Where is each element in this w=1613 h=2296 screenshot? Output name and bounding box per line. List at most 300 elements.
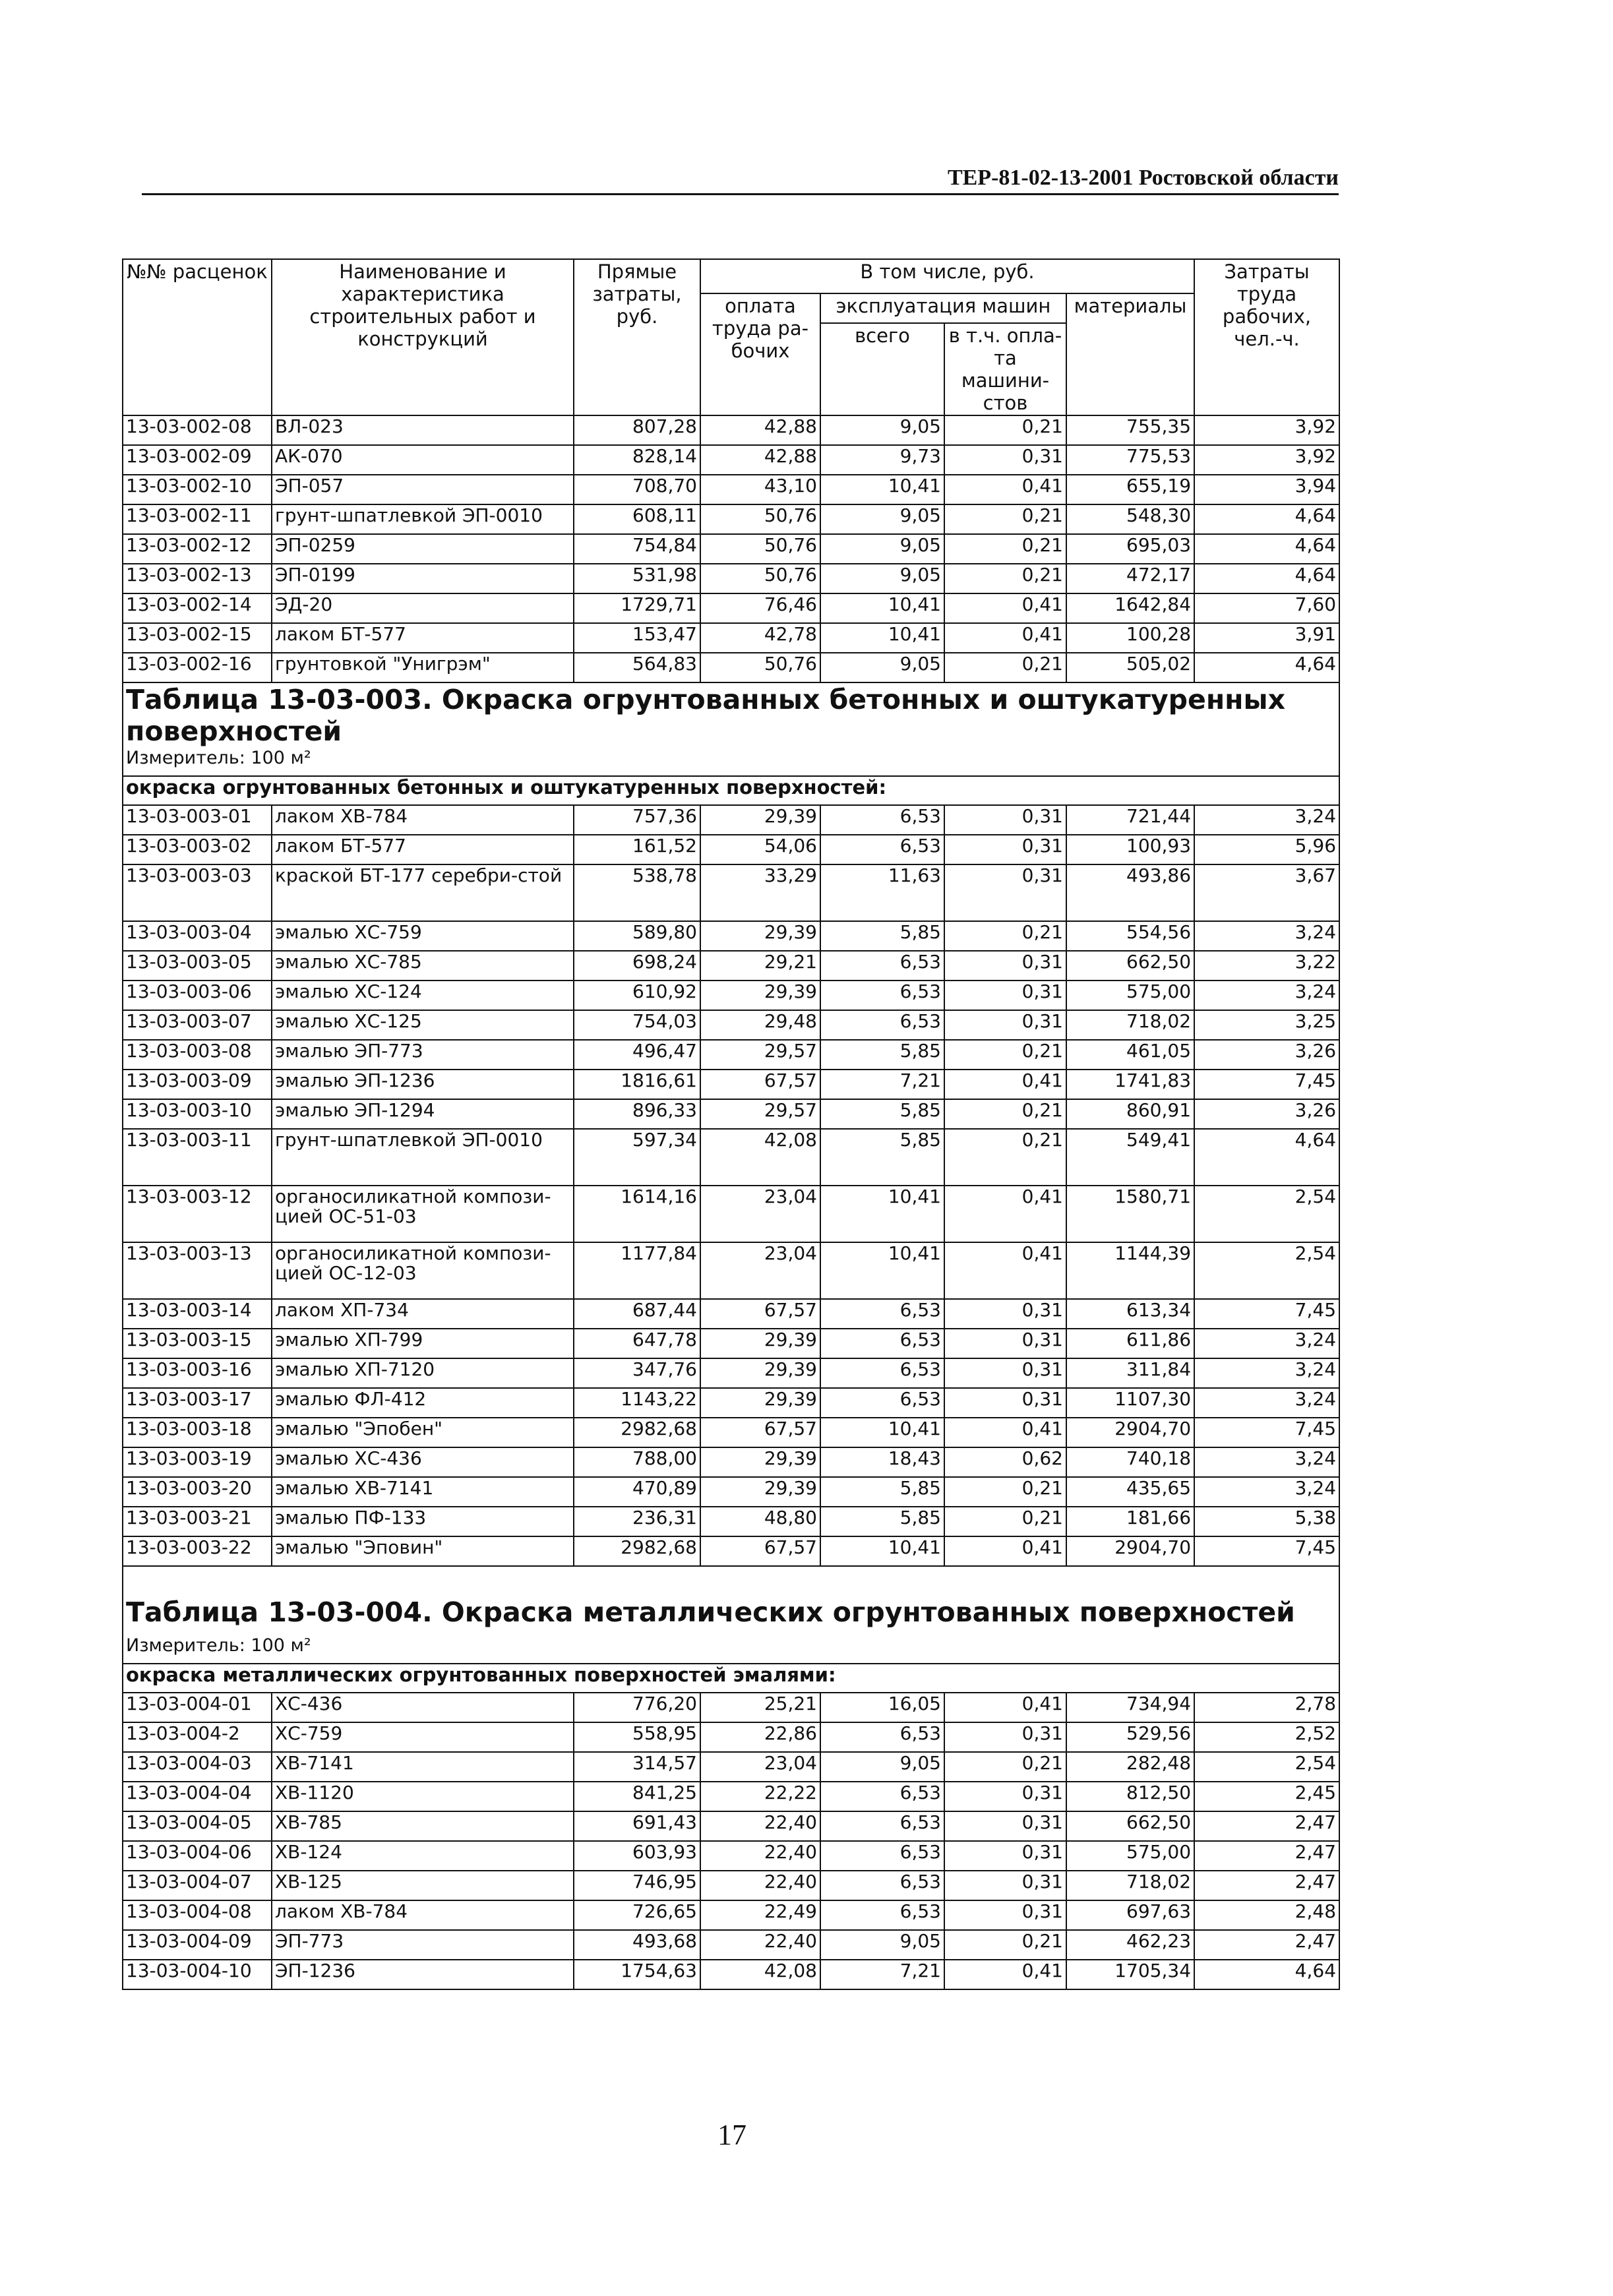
machines-total: 6,53: [820, 981, 944, 1010]
rate-code: 13-03-003-18: [123, 1418, 272, 1447]
table-row: [123, 1070, 1339, 1099]
wages: 23,04: [700, 1242, 820, 1299]
labor-cost: 2,78: [1194, 1693, 1339, 1722]
rate-code: 13-03-003-11: [123, 1129, 272, 1186]
direct-cost: 726,65: [574, 1900, 700, 1930]
machinist-wages: 0,31: [944, 1782, 1066, 1811]
machines-total: 16,05: [820, 1693, 944, 1722]
machines-total: 5,85: [820, 1040, 944, 1070]
running-header: [142, 164, 1339, 195]
machines-total: 6,53: [820, 1900, 944, 1930]
direct-cost: 828,14: [574, 445, 700, 475]
work-name: ЭД-20: [272, 593, 574, 623]
table-row: [123, 1693, 1339, 1722]
rate-code: 13-03-003-06: [123, 981, 272, 1010]
direct-cost: 314,57: [574, 1752, 700, 1782]
table-row: [123, 1871, 1339, 1900]
labor-cost: 3,24: [1194, 981, 1339, 1010]
machinist-wages: 0,21: [944, 564, 1066, 593]
wages: 54,06: [700, 835, 820, 864]
wages: 29,39: [700, 1477, 820, 1507]
table-title-row: [123, 1596, 1339, 1635]
materials: 740,18: [1066, 1447, 1194, 1477]
rate-code: 13-03-002-11: [123, 504, 272, 534]
labor-cost: 4,64: [1194, 1129, 1339, 1186]
work-name: эмалью ЭП-1294: [272, 1099, 574, 1129]
machines-total: 6,53: [820, 1841, 944, 1871]
work-name: эмалью ХП-7120: [272, 1358, 574, 1388]
table-row: [123, 1186, 1339, 1242]
labor-cost: 2,52: [1194, 1722, 1339, 1752]
direct-cost: 687,44: [574, 1299, 700, 1329]
materials: 311,84: [1066, 1358, 1194, 1388]
section-heading: окраска металлических огрунтованных поверхностей эмалями:: [123, 1664, 1339, 1693]
work-name: ЭП-0259: [272, 534, 574, 564]
col-materials-header: материалы: [1066, 293, 1194, 415]
machinist-wages: 0,21: [944, 415, 1066, 445]
col-labor-header: Затраты труда рабочих, чел.-ч.: [1194, 259, 1339, 415]
materials: 662,50: [1066, 1811, 1194, 1841]
rate-code: 13-03-004-05: [123, 1811, 272, 1841]
labor-cost: 3,92: [1194, 415, 1339, 445]
rate-code: 13-03-004-04: [123, 1782, 272, 1811]
labor-cost: 4,64: [1194, 653, 1339, 682]
table-row: [123, 1930, 1339, 1960]
direct-cost: 608,11: [574, 504, 700, 534]
direct-cost: 470,89: [574, 1477, 700, 1507]
direct-cost: 2982,68: [574, 1418, 700, 1447]
machines-total: 9,05: [820, 534, 944, 564]
rate-code: 13-03-002-08: [123, 415, 272, 445]
materials: 613,34: [1066, 1299, 1194, 1329]
machines-total: 6,53: [820, 1329, 944, 1358]
labor-cost: 2,54: [1194, 1186, 1339, 1242]
document-title: ТЕР-81-02-13-2001 Ростовской области: [947, 166, 1339, 190]
direct-cost: 236,31: [574, 1507, 700, 1536]
direct-cost: 1177,84: [574, 1242, 700, 1299]
labor-cost: 3,24: [1194, 1358, 1339, 1388]
direct-cost: 597,34: [574, 1129, 700, 1186]
rate-code: 13-03-002-10: [123, 475, 272, 504]
work-name: эмалью ХВ-7141: [272, 1477, 574, 1507]
wages: 29,48: [700, 1010, 820, 1040]
materials: 718,02: [1066, 1871, 1194, 1900]
labor-cost: 3,91: [1194, 623, 1339, 653]
table-row: [123, 805, 1339, 835]
machines-total: 10,41: [820, 1536, 944, 1566]
wages: 43,10: [700, 475, 820, 504]
machines-total: 6,53: [820, 805, 944, 835]
machinist-wages: 0,31: [944, 1811, 1066, 1841]
section-heading-row: [123, 1664, 1339, 1693]
machines-total: 10,41: [820, 475, 944, 504]
wages: 29,39: [700, 1447, 820, 1477]
machinist-wages: 0,21: [944, 1099, 1066, 1129]
labor-cost: 3,92: [1194, 445, 1339, 475]
wages: 50,76: [700, 534, 820, 564]
materials: 575,00: [1066, 981, 1194, 1010]
direct-cost: 788,00: [574, 1447, 700, 1477]
labor-cost: 3,26: [1194, 1040, 1339, 1070]
labor-cost: 3,24: [1194, 1477, 1339, 1507]
direct-cost: 708,70: [574, 475, 700, 504]
wages: 22,40: [700, 1811, 820, 1841]
work-name: лаком БТ-577: [272, 835, 574, 864]
table-row: [123, 1811, 1339, 1841]
machinist-wages: 0,41: [944, 1536, 1066, 1566]
machinist-wages: 0,41: [944, 1418, 1066, 1447]
section-heading: окраска огрунтованных бетонных и оштукатуренных поверхностей:: [123, 776, 1339, 805]
machines-total: 5,85: [820, 1099, 944, 1129]
rate-code: 13-03-003-16: [123, 1358, 272, 1388]
rate-code: 13-03-003-14: [123, 1299, 272, 1329]
table-row: [123, 415, 1339, 445]
machines-total: 6,53: [820, 1388, 944, 1418]
labor-cost: 2,48: [1194, 1900, 1339, 1930]
materials: 282,48: [1066, 1752, 1194, 1782]
direct-cost: 807,28: [574, 415, 700, 445]
table-row: [123, 1536, 1339, 1566]
rate-code: 13-03-002-15: [123, 623, 272, 653]
materials: 812,50: [1066, 1782, 1194, 1811]
machines-total: 5,85: [820, 1477, 944, 1507]
materials: 697,63: [1066, 1900, 1194, 1930]
col-incl-header: В том числе, руб.: [700, 259, 1194, 293]
labor-cost: 3,24: [1194, 1447, 1339, 1477]
work-name: ХВ-7141: [272, 1752, 574, 1782]
materials: 655,19: [1066, 475, 1194, 504]
machinist-wages: 0,41: [944, 1186, 1066, 1242]
table-row: [123, 1242, 1339, 1299]
materials: 1107,30: [1066, 1388, 1194, 1418]
machines-total: 6,53: [820, 1299, 944, 1329]
work-name: органосиликатной компози-цией ОС-12-03: [272, 1242, 574, 1299]
materials: 2904,70: [1066, 1418, 1194, 1447]
machines-total: 9,05: [820, 564, 944, 593]
work-name: эмалью ХС-125: [272, 1010, 574, 1040]
wages: 50,76: [700, 504, 820, 534]
materials: 100,93: [1066, 835, 1194, 864]
direct-cost: 647,78: [574, 1329, 700, 1358]
table-row: [123, 1329, 1339, 1358]
materials: 100,28: [1066, 623, 1194, 653]
wages: 42,78: [700, 623, 820, 653]
rate-code: 13-03-003-20: [123, 1477, 272, 1507]
machines-total: 6,53: [820, 1782, 944, 1811]
rate-code: 13-03-003-19: [123, 1447, 272, 1477]
labor-cost: 3,26: [1194, 1099, 1339, 1129]
rate-code: 13-03-003-01: [123, 805, 272, 835]
materials: 662,50: [1066, 951, 1194, 981]
materials: 435,65: [1066, 1477, 1194, 1507]
labor-cost: 3,22: [1194, 951, 1339, 981]
page-number: 17: [717, 2119, 746, 2151]
work-name: грунтовкой "Унигрэм": [272, 653, 574, 682]
machines-total: 9,05: [820, 415, 944, 445]
wages: 22,22: [700, 1782, 820, 1811]
materials: 695,03: [1066, 534, 1194, 564]
machinist-wages: 0,21: [944, 1507, 1066, 1536]
rate-code: 13-03-003-17: [123, 1388, 272, 1418]
machinist-wages: 0,31: [944, 805, 1066, 835]
table-title: Таблица 13-03-004. Окраска металлических огрунтованных поверхностей: [123, 1596, 1339, 1635]
machinist-wages: 0,21: [944, 1752, 1066, 1782]
machines-total: 18,43: [820, 1447, 944, 1477]
direct-cost: 1754,63: [574, 1960, 700, 1989]
direct-cost: 347,76: [574, 1358, 700, 1388]
table-row: [123, 1388, 1339, 1418]
machinist-wages: 0,31: [944, 951, 1066, 981]
direct-cost: 1729,71: [574, 593, 700, 623]
machinist-wages: 0,31: [944, 981, 1066, 1010]
wages: 50,76: [700, 653, 820, 682]
materials: 472,17: [1066, 564, 1194, 593]
col-machines-header: эксплуатация машин: [820, 293, 1066, 323]
machinist-wages: 0,21: [944, 534, 1066, 564]
work-name: краской БТ-177 серебри-стой: [272, 864, 574, 921]
table-row: [123, 1010, 1339, 1040]
wages: 67,57: [700, 1418, 820, 1447]
direct-cost: 776,20: [574, 1693, 700, 1722]
materials: 734,94: [1066, 1693, 1194, 1722]
machines-total: 5,85: [820, 1129, 944, 1186]
machines-total: 10,41: [820, 623, 944, 653]
direct-cost: 754,03: [574, 1010, 700, 1040]
wages: 29,39: [700, 1358, 820, 1388]
labor-cost: 3,24: [1194, 921, 1339, 951]
rate-code: 13-03-003-13: [123, 1242, 272, 1299]
table-row: [123, 1129, 1339, 1186]
labor-cost: 2,45: [1194, 1782, 1339, 1811]
rate-code: 13-03-004-08: [123, 1900, 272, 1930]
machines-total: 9,05: [820, 1930, 944, 1960]
materials: 462,23: [1066, 1930, 1194, 1960]
machines-total: 6,53: [820, 1358, 944, 1388]
rate-code: 13-03-003-05: [123, 951, 272, 981]
section-heading-row: [123, 776, 1339, 805]
wages: 23,04: [700, 1752, 820, 1782]
work-name: ХВ-124: [272, 1841, 574, 1871]
table-row: [123, 504, 1339, 534]
machinist-wages: 0,31: [944, 835, 1066, 864]
materials: 554,56: [1066, 921, 1194, 951]
work-name: грунт-шпатлевкой ЭП-0010: [272, 504, 574, 534]
work-name: ХС-759: [272, 1722, 574, 1752]
wages: 48,80: [700, 1507, 820, 1536]
rates-table: [122, 258, 1340, 1990]
materials: 718,02: [1066, 1010, 1194, 1040]
materials: 1580,71: [1066, 1186, 1194, 1242]
wages: 76,46: [700, 593, 820, 623]
table-row: [123, 653, 1339, 682]
machines-total: 10,41: [820, 593, 944, 623]
work-name: эмалью ПФ-133: [272, 1507, 574, 1536]
work-name: ХС-436: [272, 1693, 574, 1722]
labor-cost: 5,38: [1194, 1507, 1339, 1536]
machinist-wages: 0,41: [944, 1070, 1066, 1099]
machines-total: 6,53: [820, 1811, 944, 1841]
machinist-wages: 0,41: [944, 1242, 1066, 1299]
wages: 29,39: [700, 921, 820, 951]
work-name: эмалью ХС-785: [272, 951, 574, 981]
machinist-wages: 0,41: [944, 593, 1066, 623]
labor-cost: 3,24: [1194, 1388, 1339, 1418]
wages: 67,57: [700, 1299, 820, 1329]
materials: 1642,84: [1066, 593, 1194, 623]
direct-cost: 589,80: [574, 921, 700, 951]
labor-cost: 3,67: [1194, 864, 1339, 921]
materials: 505,02: [1066, 653, 1194, 682]
work-name: лаком БТ-577: [272, 623, 574, 653]
work-name: ЭП-1236: [272, 1960, 574, 1989]
wages: 29,57: [700, 1099, 820, 1129]
table-row: [123, 1722, 1339, 1752]
machines-total: 10,41: [820, 1242, 944, 1299]
table-row: [123, 475, 1339, 504]
col-code-header: №№ расценок: [123, 259, 272, 415]
machinist-wages: 0,21: [944, 1477, 1066, 1507]
labor-cost: 2,54: [1194, 1752, 1339, 1782]
machinist-wages: 0,21: [944, 1040, 1066, 1070]
wages: 42,88: [700, 445, 820, 475]
work-name: АК-070: [272, 445, 574, 475]
rate-code: 13-03-003-12: [123, 1186, 272, 1242]
table-row: [123, 1040, 1339, 1070]
wages: 50,76: [700, 564, 820, 593]
wages: 67,57: [700, 1536, 820, 1566]
materials: 181,66: [1066, 1507, 1194, 1536]
labor-cost: 3,24: [1194, 1329, 1339, 1358]
work-name: органосиликатной компози-цией ОС-51-03: [272, 1186, 574, 1242]
rate-code: 13-03-004-03: [123, 1752, 272, 1782]
work-name: эмалью ФЛ-412: [272, 1388, 574, 1418]
rate-code: 13-03-004-10: [123, 1960, 272, 1989]
labor-cost: 2,47: [1194, 1871, 1339, 1900]
machinist-wages: 0,41: [944, 623, 1066, 653]
work-name: эмалью ХС-759: [272, 921, 574, 951]
machines-total: 9,05: [820, 1752, 944, 1782]
rate-code: 13-03-003-03: [123, 864, 272, 921]
wages: 42,88: [700, 415, 820, 445]
materials: 755,35: [1066, 415, 1194, 445]
direct-cost: 757,36: [574, 805, 700, 835]
col-name-header: Наименование и характеристика строительных работ и конструкций: [272, 259, 574, 415]
wages: 25,21: [700, 1693, 820, 1722]
wages: 22,40: [700, 1871, 820, 1900]
table-row: [123, 835, 1339, 864]
direct-cost: 558,95: [574, 1722, 700, 1752]
table-row: [123, 981, 1339, 1010]
rate-code: 13-03-004-09: [123, 1930, 272, 1960]
materials: 1705,34: [1066, 1960, 1194, 1989]
labor-cost: 3,25: [1194, 1010, 1339, 1040]
materials: 1144,39: [1066, 1242, 1194, 1299]
table-row: [123, 534, 1339, 564]
work-name: ВЛ-023: [272, 415, 574, 445]
labor-cost: 3,94: [1194, 475, 1339, 504]
rate-code: 13-03-002-09: [123, 445, 272, 475]
table-row: [123, 445, 1339, 475]
wages: 22,40: [700, 1930, 820, 1960]
machines-total: 7,21: [820, 1070, 944, 1099]
materials: 775,53: [1066, 445, 1194, 475]
work-name: лаком ХВ-784: [272, 805, 574, 835]
machines-total: 9,05: [820, 504, 944, 534]
materials: 461,05: [1066, 1040, 1194, 1070]
machinist-wages: 0,31: [944, 1010, 1066, 1040]
materials: 611,86: [1066, 1329, 1194, 1358]
table-row: [123, 564, 1339, 593]
wages: 29,39: [700, 805, 820, 835]
spacer-row: [123, 1566, 1339, 1596]
work-name: эмалью ХС-436: [272, 1447, 574, 1477]
wages: 22,49: [700, 1900, 820, 1930]
work-name: эмалью ХП-799: [272, 1329, 574, 1358]
machinist-wages: 0,31: [944, 1841, 1066, 1871]
machinist-wages: 0,41: [944, 1960, 1066, 1989]
direct-cost: 153,47: [574, 623, 700, 653]
machines-total: 6,53: [820, 951, 944, 981]
table-row: [123, 1299, 1339, 1329]
direct-cost: 754,84: [574, 534, 700, 564]
labor-cost: 7,45: [1194, 1070, 1339, 1099]
table-row: [123, 1099, 1339, 1129]
table-title: Таблица 13-03-003. Окраска огрунтованных бетонных и оштукатуренных поверхностей: [123, 682, 1339, 748]
machines-total: 6,53: [820, 835, 944, 864]
machinist-wages: 0,31: [944, 1329, 1066, 1358]
wages: 42,08: [700, 1960, 820, 1989]
direct-cost: 538,78: [574, 864, 700, 921]
work-name: лаком ХП-734: [272, 1299, 574, 1329]
materials: 548,30: [1066, 504, 1194, 534]
work-name: эмалью "Эпобен": [272, 1418, 574, 1447]
rate-code: 13-03-004-07: [123, 1871, 272, 1900]
table-row: [123, 1418, 1339, 1447]
machinist-wages: 0,31: [944, 445, 1066, 475]
table-title-row: [123, 682, 1339, 748]
materials: 1741,83: [1066, 1070, 1194, 1099]
machinist-wages: 0,31: [944, 1900, 1066, 1930]
direct-cost: 698,24: [574, 951, 700, 981]
machinist-wages: 0,21: [944, 504, 1066, 534]
wages: 22,86: [700, 1722, 820, 1752]
direct-cost: 1614,16: [574, 1186, 700, 1242]
direct-cost: 2982,68: [574, 1536, 700, 1566]
labor-cost: 2,47: [1194, 1930, 1339, 1960]
work-name: эмалью ЭП-773: [272, 1040, 574, 1070]
rate-code: 13-03-004-2: [123, 1722, 272, 1752]
col-direct-header: Прямые затраты, руб.: [574, 259, 700, 415]
direct-cost: 1143,22: [574, 1388, 700, 1418]
materials: 529,56: [1066, 1722, 1194, 1752]
machines-total: 7,21: [820, 1960, 944, 1989]
wages: 29,21: [700, 951, 820, 981]
machinist-wages: 0,31: [944, 1722, 1066, 1752]
labor-cost: 4,64: [1194, 504, 1339, 534]
rate-code: 13-03-003-02: [123, 835, 272, 864]
table-row: [123, 1447, 1339, 1477]
rate-code: 13-03-004-01: [123, 1693, 272, 1722]
table-row: [123, 623, 1339, 653]
table-row: [123, 1782, 1339, 1811]
labor-cost: 2,47: [1194, 1841, 1339, 1871]
machines-total: 5,85: [820, 1507, 944, 1536]
table-row: [123, 1507, 1339, 1536]
labor-cost: 4,64: [1194, 534, 1339, 564]
wages: 22,40: [700, 1841, 820, 1871]
table-row: [123, 1752, 1339, 1782]
machinist-wages: 0,21: [944, 1129, 1066, 1186]
